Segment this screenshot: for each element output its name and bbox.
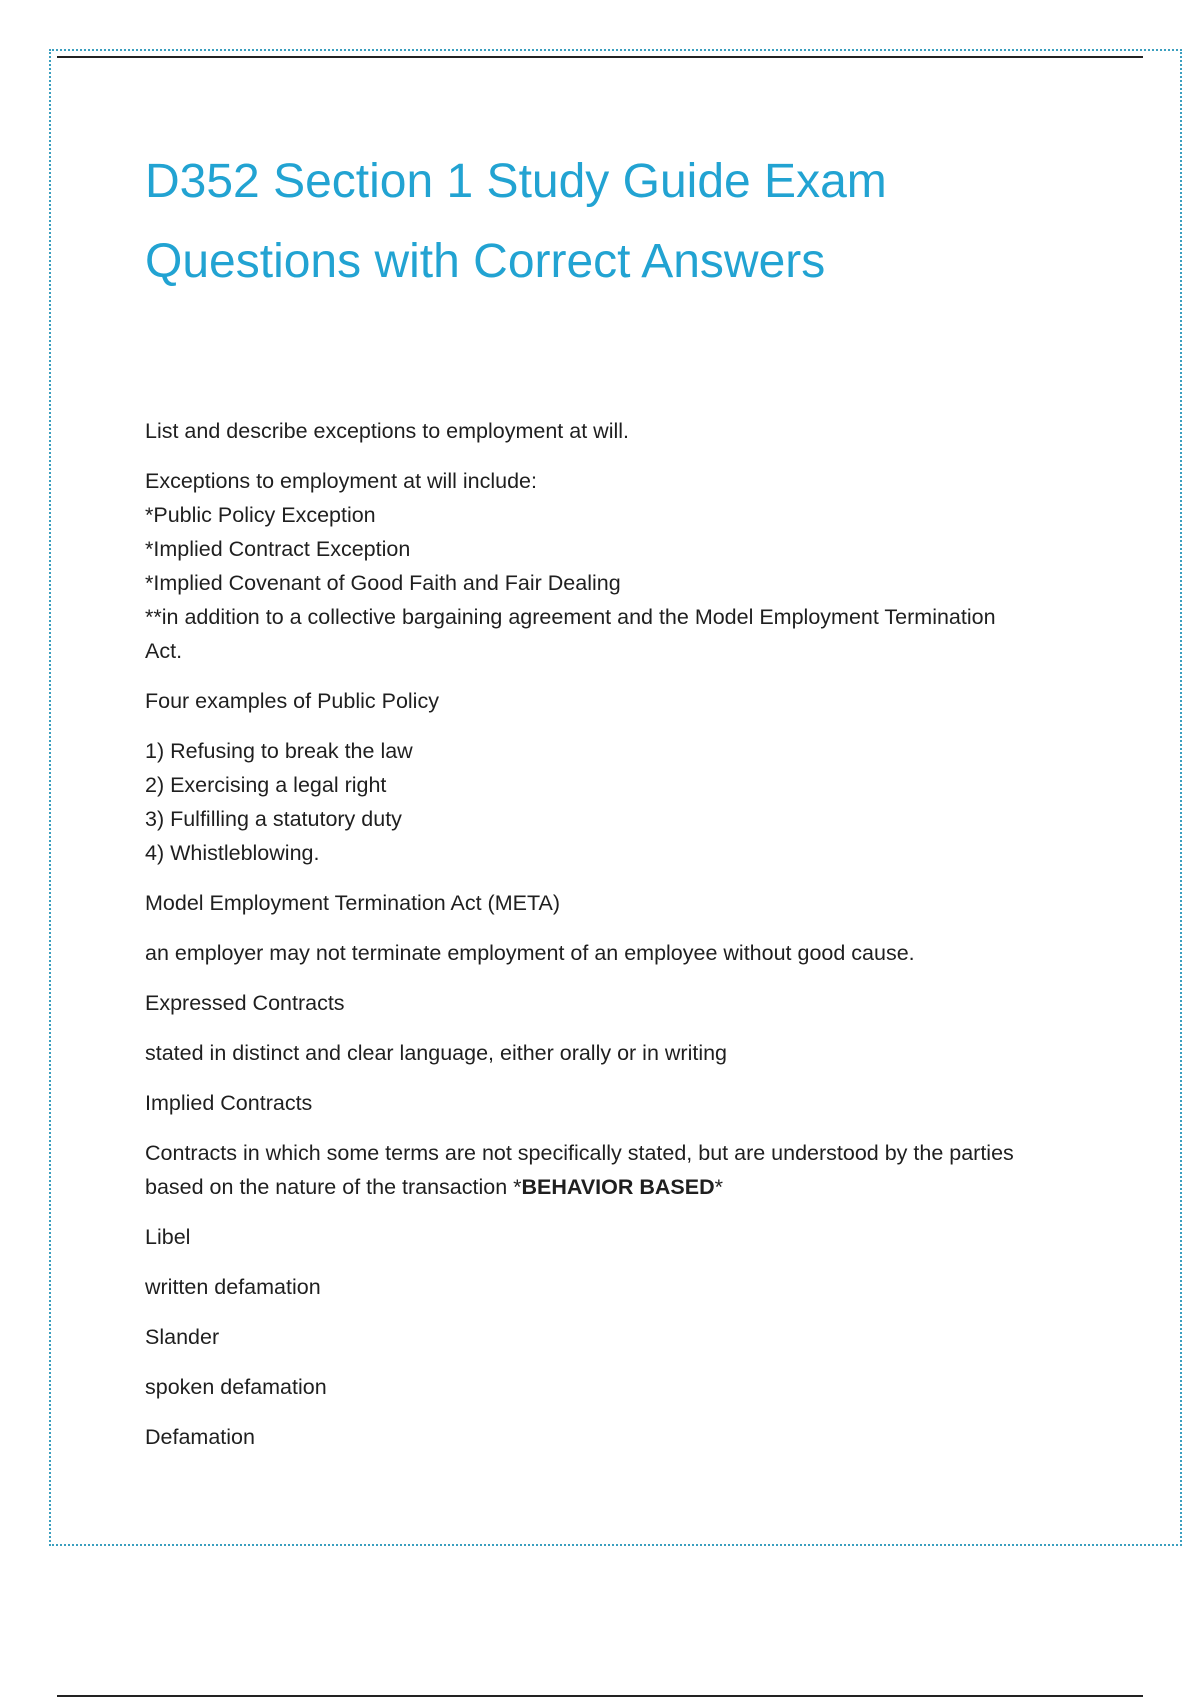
answer-5-emphasis: BEHAVIOR BASED [521, 1175, 715, 1199]
answer-1-item: **in addition to a collective bargaining agreement and the Model Employment Termination [145, 605, 996, 629]
answer-1-item: Act. [145, 639, 183, 663]
question-5: Implied Contracts [145, 1091, 313, 1115]
question-6: Libel [145, 1225, 191, 1249]
question-4: Expressed Contracts [145, 991, 345, 1015]
title-line-1: D352 Section 1 Study Guide Exam [145, 155, 887, 208]
answer-3: an employer may not terminate employment of an employee without good cause. [145, 941, 915, 965]
question-8: Defamation [145, 1425, 255, 1449]
title-line-2: Questions with Correct Answers [145, 235, 826, 288]
answer-6: written defamation [145, 1275, 321, 1299]
answer-2-item: 1) Refusing to break the law [145, 739, 413, 763]
bottom-rule [57, 1695, 1143, 1697]
answer-5-line-1: Contracts in which some terms are not specifically stated, but are understood by the parties [145, 1141, 1014, 1165]
question-3: Model Employment Termination Act (META) [145, 891, 561, 915]
answer-2-item: 4) Whistleblowing. [145, 841, 320, 865]
answer-5 [145, 1136, 1075, 1204]
question-7: Slander [145, 1325, 220, 1349]
answer-2-item: 2) Exercising a legal right [145, 773, 387, 797]
document-title [145, 142, 1105, 302]
answer-5-line-2 [145, 1170, 1075, 1204]
answer-5-prefix: based on the nature of the transaction * [145, 1175, 522, 1199]
answer-1-intro: Exceptions to employment at will include: [145, 469, 537, 493]
answer-1-item: *Implied Contract Exception [145, 537, 411, 561]
answer-4: stated in distinct and clear language, either orally or in writing [145, 1041, 728, 1065]
document-body [145, 414, 1075, 1470]
answer-1-item: *Public Policy Exception [145, 503, 376, 527]
answer-5-suffix: * [714, 1175, 724, 1199]
answer-2-item: 3) Fulfilling a statutory duty [145, 807, 402, 831]
question-1: List and describe exceptions to employment at will. [145, 419, 629, 443]
answer-2 [145, 734, 1075, 870]
question-2: Four examples of Public Policy [145, 689, 439, 713]
answer-7: spoken defamation [145, 1375, 327, 1399]
answer-1-item: *Implied Covenant of Good Faith and Fair Dealing [145, 571, 621, 595]
answer-1 [145, 464, 1075, 668]
